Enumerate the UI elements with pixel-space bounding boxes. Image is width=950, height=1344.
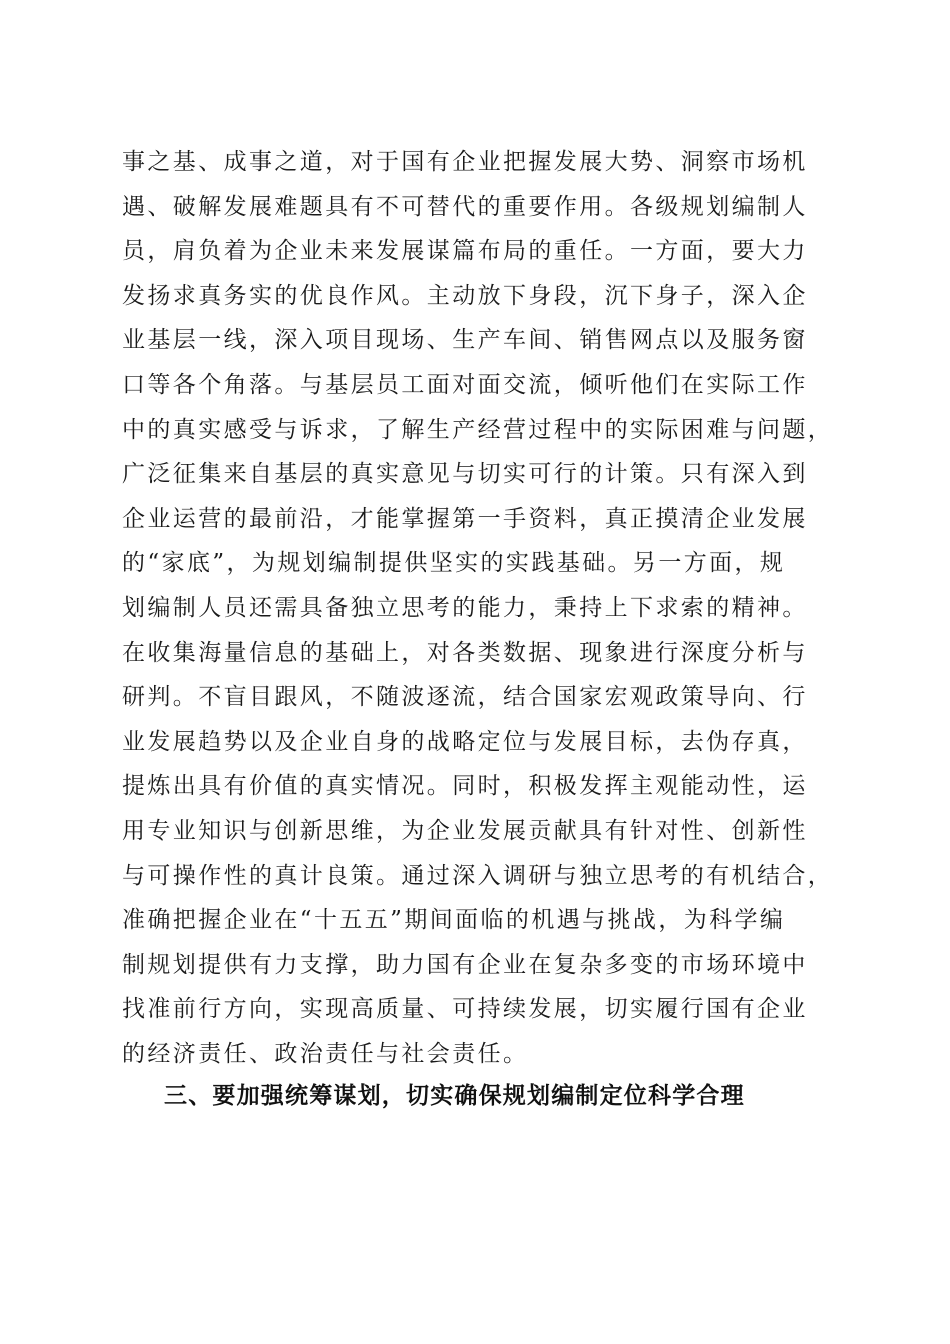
paragraph-line: 的“家底”，为规划编制提供坚实的实践基础。另一方面，规 (122, 550, 786, 577)
paragraph-line: 企业运营的最前沿，才能掌握第一手资料，真正摸清企业发展 (122, 505, 808, 532)
paragraph-line: 事之基、成事之道，对于国有企业把握发展大势、洞察市场机 (122, 149, 808, 175)
paragraph-line: 制规划提供有力支撑，助力国有企业在复杂多变的市场环境中 (122, 951, 808, 978)
paragraph-line: 员，肩负着为企业未来发展谋篇布局的重任。一方面，要大力 (122, 238, 808, 265)
paragraph-line: 中的真实感受与诉求，了解生产经营过程中的实际困难与问题， (122, 416, 834, 443)
paragraph-line: 的经济责任、政治责任与社会责任。 (122, 1040, 529, 1067)
paragraph-line: 准确把握企业在“十五五”期间面临的机遇与挑战，为科学编 (122, 907, 786, 934)
paragraph-line: 在收集海量信息的基础上，对各类数据、现象进行深度分析与 (122, 639, 808, 666)
paragraph-line: 提炼出具有价值的真实情况。同时，积极发挥主观能动性，运 (122, 773, 808, 800)
paragraph-line: 遇、破解发展难题具有不可替代的重要作用。各级规划编制人 (122, 193, 808, 220)
paragraph-line: 发扬求真务实的优良作风。主动放下身段，沉下身子，深入企 (122, 282, 808, 309)
paragraph-line: 业基层一线，深入项目现场、生产车间、销售网点以及服务窗 (122, 327, 808, 354)
body-paragraph (122, 140, 842, 1076)
section-heading: 三、要加强统筹谋划，切实确保规划编制定位科学合理 (164, 1083, 745, 1109)
paragraph-line: 业发展趋势以及企业自身的战略定位与发展目标，去伪存真， (122, 728, 808, 755)
paragraph-line: 找准前行方向，实现高质量、可持续发展，切实履行国有企业 (122, 996, 808, 1023)
paragraph-line: 口等各个角落。与基层员工面对面交流，倾听他们在实际工作 (122, 371, 808, 398)
paragraph-line: 研判。不盲目跟风，不随波逐流，结合国家宏观政策导向、行 (122, 684, 808, 711)
paragraph-line: 用专业知识与创新思维，为企业发展贡献具有针对性、创新性 (122, 817, 808, 844)
paragraph-line: 与可操作性的真计良策。通过深入调研与独立思考的有机结合， (122, 862, 834, 889)
paragraph-line: 广泛征集来自基层的真实意见与切实可行的计策。只有深入到 (122, 461, 808, 488)
paragraph-line: 划编制人员还需具备独立思考的能力，秉持上下求索的精神。 (122, 594, 808, 621)
